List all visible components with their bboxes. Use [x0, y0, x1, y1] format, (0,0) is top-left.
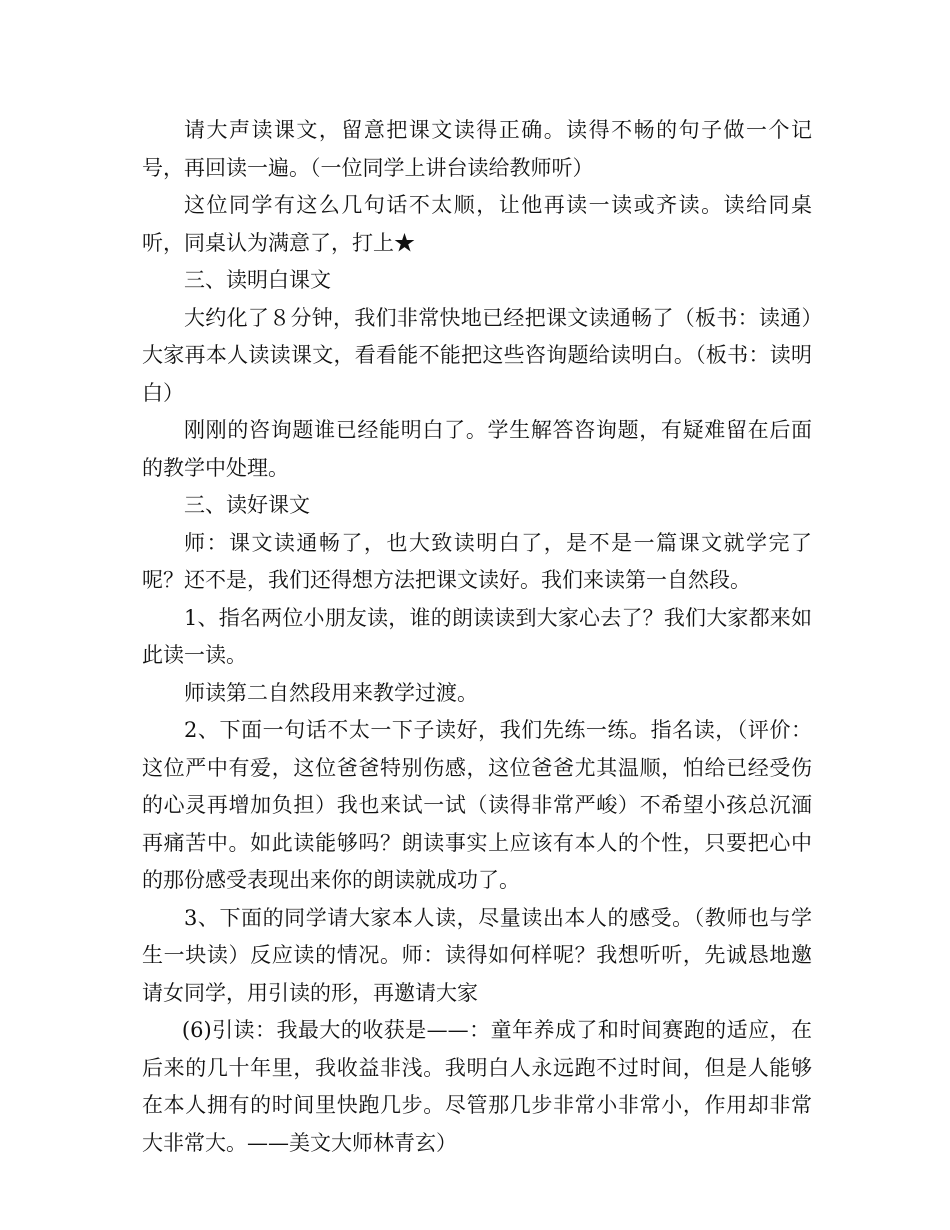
- section-heading-understand-text: 三、读明白课文: [184, 268, 331, 292]
- paragraph-step-2: 2、下面一句话不太一下子读好，我们先练一练。指名读，（评价：这位严中有爱，这位爸爸特别伤感，这位爸爸尤其温顺，怕给已经受伤的心灵再增加负担）我也来试一试（读得非常严峻）不希望小孩总沉湎再痛苦中。如此读能够吗？朗读事实上应该有本人的个性，只要把心中的那份感受表现出来你的朗读就成功了。: [142, 718, 812, 892]
- paragraph-transition: 师读第二自然段用来教学过渡。: [184, 680, 478, 705]
- paragraph-read-aloud: 请大声读课文，留意把课文读得正确。读得不畅的句子做一个记号，再回读一遍。（一位同学上讲台读给教师听）: [142, 118, 812, 180]
- paragraph-reread-with-deskmate: 这位同学有这么几句话不太顺，让他再读一读或齐读。读给同桌听，同桌认为满意了，打上★: [142, 193, 812, 255]
- paragraph-questions-answered: 刚刚的咨询题谁已经能明白了。学生解答咨询题，有疑难留在后面的教学中处理。: [142, 418, 812, 480]
- paragraph-step-3: 3、下面的同学请大家本人读，尽量读出本人的感受。（教师也与学生一块读）反应读的情况。师：读得如何样呢？我想听听，先诚恳地邀请女同学，用引读的形，再邀请大家: [142, 905, 812, 1005]
- paragraph-teacher-read-well: 师：课文读通畅了，也大致读明白了，是不是一篇课文就学完了呢？还不是，我们还得想方法把课文读好。我们来读第一自然段。: [142, 530, 812, 592]
- section-heading-read-well: 三、读好课文: [184, 493, 310, 517]
- paragraph-eight-minutes: 大约化了８分钟，我们非常快地已经把课文读通畅了（板书：读通）大家再本人读读课文，看看能不能把这些咨询题给读明白。（板书：读明白）: [142, 305, 812, 405]
- document-body: [142, 112, 812, 1162]
- paragraph-guided-reading-quote: (6)引读：我最大的收获是——：童年养成了和时间赛跑的适应，在后来的几十年里，我收益非浅。我明白人永远跑不过时间，但是人能够在本人拥有的时间里快跑几步。尽管那几步非常小非常小，作用却非常大非常大。——美文大师林青玄）: [142, 1018, 812, 1155]
- paragraph-step-1: 1、指名两位小朋友读，谁的朗读读到大家心去了？我们大家都来如此读一读。: [142, 605, 812, 667]
